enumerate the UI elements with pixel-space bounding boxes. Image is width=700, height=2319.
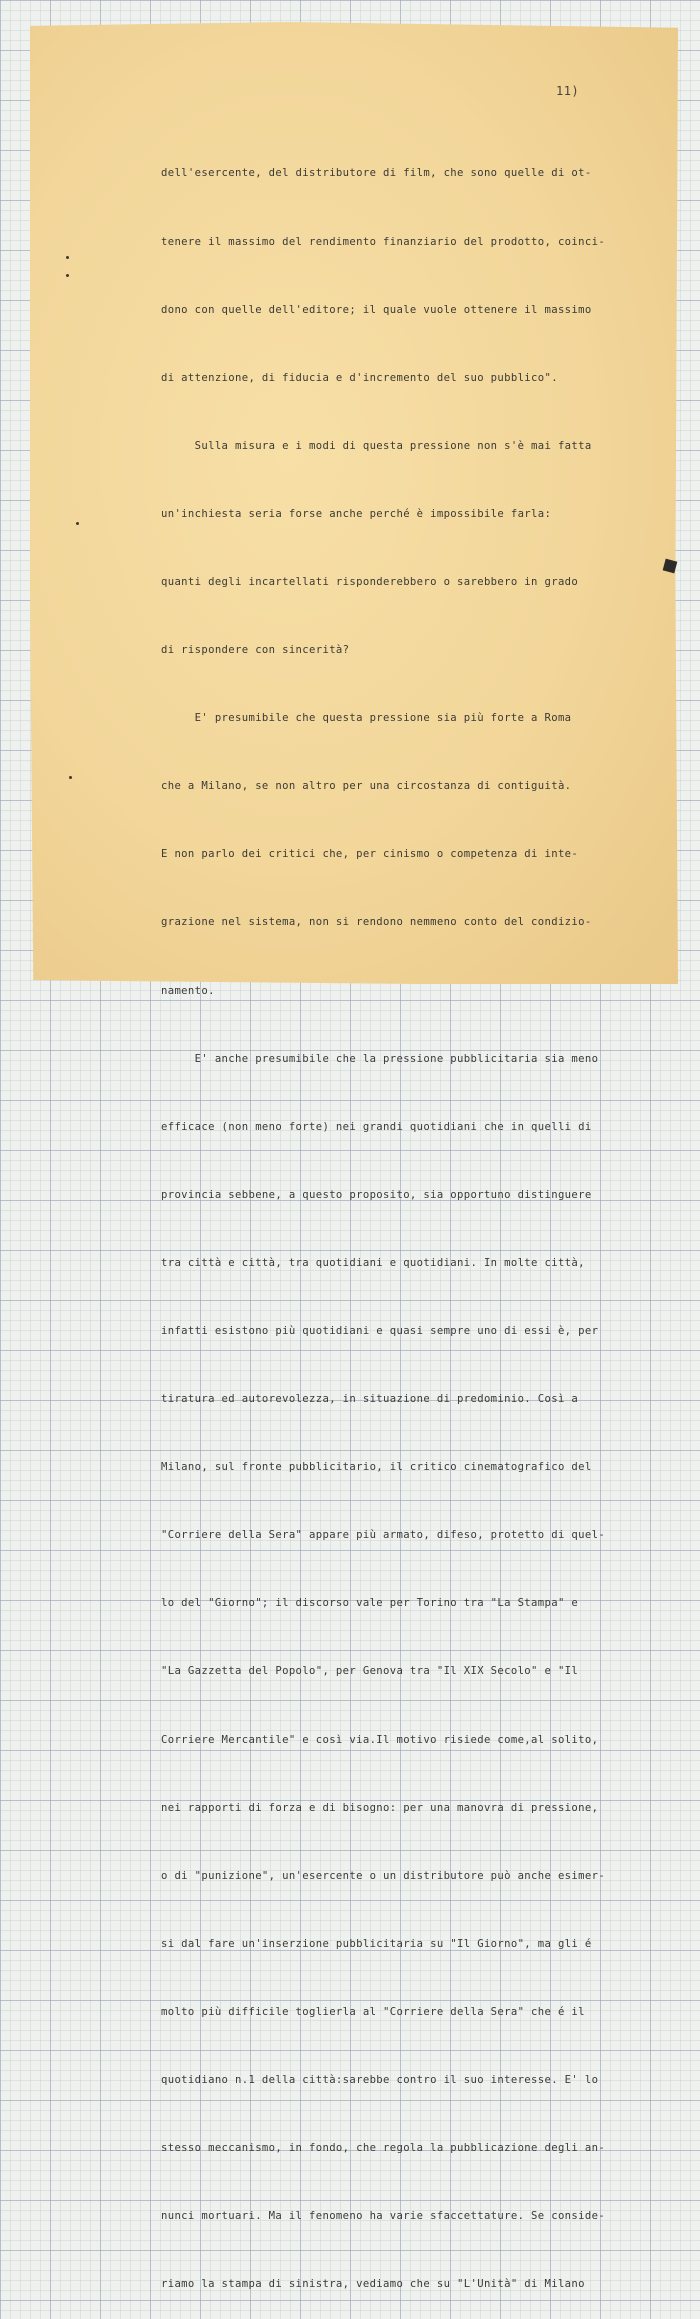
text-line: molto più difficile toglierla al "Corriere della Sera" che é il: [161, 2005, 585, 2018]
text-line: "Corriere della Sera" appare più armato, difeso, protetto di quel-: [161, 1529, 606, 1542]
text-line: "La Gazzetta del Popolo", per Genova tra "Il XIX Secolo" e "Il: [161, 1665, 579, 1678]
text-line: E' presumibile che questa pressione sia più forte a Roma: [161, 712, 572, 725]
margin-dot: [76, 522, 79, 525]
text-line: lo del "Giorno"; il discorso vale per Torino tra "La Stampa" e: [161, 1597, 579, 1610]
text-line: E' anche presumibile che la pressione pubblicitaria sia meno: [161, 1052, 599, 1065]
text-line: o di "punizione", un'esercente o un distributore può anche esimer-: [161, 1869, 606, 1882]
margin-dot: [66, 274, 69, 277]
text-line: tra città e città, tra quotidiani e quotidiani. In molte città,: [161, 1256, 585, 1269]
text-line: di attenzione, di fiducia e d'incremento del suo pubblico".: [161, 371, 558, 384]
text-line: che a Milano, se non altro per una circostanza di contiguità.: [161, 780, 572, 793]
text-line: nei rapporti di forza e di bisogno: per una manovra di pressione,: [161, 1801, 599, 1814]
text-line: efficace (non meno forte) nei grandi quotidiani che in quelli di: [161, 1120, 592, 1133]
text-line: un'inchiesta seria forse anche perché è impossibile farla:: [161, 507, 552, 520]
text-line: Sulla misura e i modi di questa pressione non s'è mai fatta: [161, 439, 592, 452]
text-line: dell'esercente, del distributore di film, che sono quelle di ot-: [161, 167, 592, 180]
margin-dot: [69, 776, 72, 779]
text-line: tiratura ed autorevolezza, in situazione di predominio. Così a: [161, 1393, 579, 1406]
text-line: quanti degli incartellati risponderebbero o sarebbero in grado: [161, 575, 579, 588]
text-line: stesso meccanismo, in fondo, che regola la pubblicazione degli an-: [161, 2142, 606, 2155]
text-line: nunci mortuari. Ma il fenomeno ha varie sfaccettature. Se conside-: [161, 2210, 606, 2223]
text-line: grazione nel sistema, non si rendono nemmeno conto del condizio-: [161, 916, 592, 929]
text-line: Milano, sul fronte pubblicitario, il critico cinematografico del: [161, 1461, 592, 1474]
text-line: Corriere Mercantile" e così via.Il motivo risiede come,al solito,: [161, 1733, 599, 1746]
typewritten-text: [161, 117, 661, 2319]
text-line: riamo la stampa di sinistra, vediamo che su "L'Unità" di Milano: [161, 2278, 585, 2291]
text-line: E non parlo dei critici che, per cinismo o competenza di inte-: [161, 848, 579, 861]
text-line: di rispondere con sincerità?: [161, 644, 350, 657]
text-line: dono con quelle dell'editore; il quale vuole ottenere il massimo: [161, 303, 592, 316]
text-line: infatti esistono più quotidiani e quasi sempre uno di essi è, per: [161, 1325, 599, 1337]
text-line: si dal fare un'inserzione pubblicitaria su "Il Giorno", ma gli é: [161, 1937, 592, 1950]
text-line: quotidiano n.1 della città:sarebbe contro il suo interesse. E' lo: [161, 2074, 599, 2087]
text-line: namento.: [161, 984, 215, 997]
page-number: 11): [556, 84, 580, 98]
text-line: tenere il massimo del rendimento finanziario del prodotto, coinci-: [161, 235, 606, 248]
text-line: provincia sebbene, a questo proposito, sia opportuno distinguere: [161, 1188, 592, 1201]
margin-dot: [66, 256, 69, 259]
